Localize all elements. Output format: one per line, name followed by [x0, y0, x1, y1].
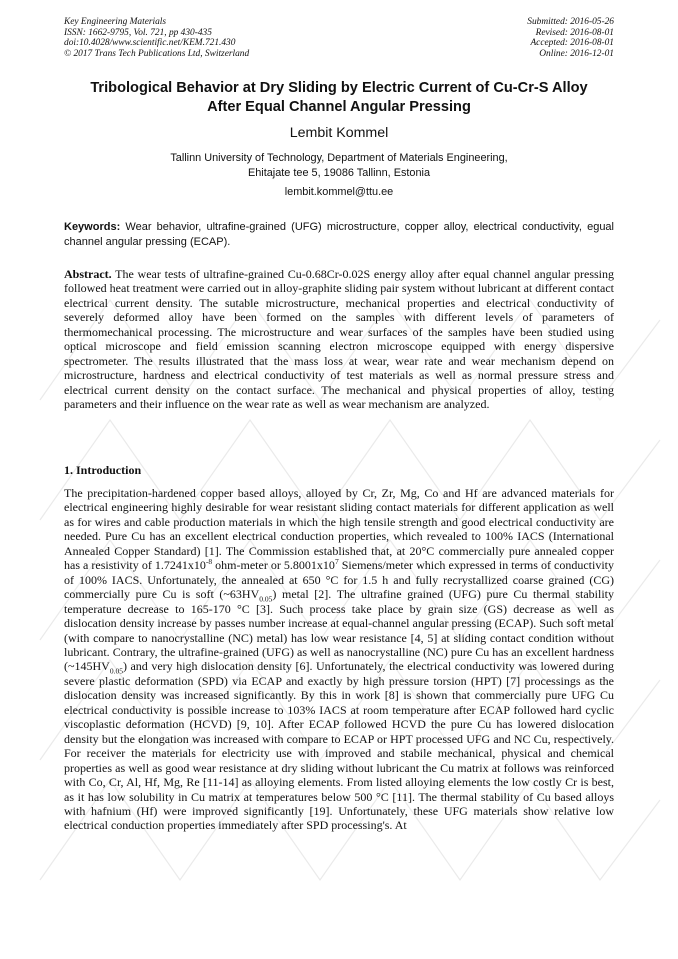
paper-title — [50, 79, 628, 117]
intro-text-4: ) metal [2]. The ultrafine grained (UFG) pure Cu thermal stability temperature decrease to 165-170 °C [3]. Such process take place by grain size (GS) decrease as well as dislocation density increase by passes number increase at equal-channel angular pressing (ECAP). Such soft metal (with compare to nanocrystalline (NC) metal) has low wear resistance [4, 5] at sliding contact condition without lubricant. Contrary, the ultrafine-grained (UFG) as well as nanocrystalline (NC) pure Cu has an excellent hardness (~145HV — [64, 587, 615, 674]
affiliation-line-1: Tallinn University of Technology, Department of Materials Engineering, — [170, 152, 508, 164]
date-submitted: Submitted: 2016-05-26 — [527, 17, 614, 27]
journal-issn: ISSN: 1662-9795, Vol. 721, pp 430-435 — [64, 27, 212, 38]
journal-copyright: © 2017 Trans Tech Publications Ltd, Switzerland — [64, 48, 250, 59]
intro-sub-2: 0.05 — [109, 666, 123, 676]
intro-sup-1: -8 — [205, 557, 213, 567]
intro-text-2: ohm-meter or 5.8001x10 — [212, 558, 335, 573]
intro-text-1: The precipitation-hardened copper based alloys, alloyed by Cr, Zr, Mg, Co and Hf are advanced materials for electrical engineering highly desirable for wear resistant sliding contact materials for different application as well as for wires and cable production materials in which the high tensile strength and good electrical conductivity are needed. Pure Cu has an excellent electrical conduction properties, which revealed to 100% IACS (International Annealed Copper Standard) [1]. The Commission established that, at 20°C commercially pure annealed copper has a resistivity of 1.7241x10 — [64, 486, 614, 573]
submission-dates — [527, 17, 614, 59]
introduction-paragraph — [64, 486, 614, 833]
intro-sub-1: 0.05 — [259, 594, 273, 604]
keywords — [64, 220, 614, 249]
author-name: Lembit Kommel — [289, 125, 389, 141]
affiliation-line-2: Ehitajate tee 5, 19086 Tallinn, Estonia — [247, 166, 431, 179]
intro-sup-2: 7 — [334, 557, 339, 567]
date-revised: Revised: 2016-08-01 — [535, 27, 614, 38]
journal-doi: doi:10.4028/www.scientific.net/KEM.721.430 — [64, 38, 236, 49]
author-email[interactable]: lembit.kommel@ttu.ee — [284, 186, 394, 198]
keywords-text: Wear behavior, ultrafine-grained (UFG) microstructure, copper alloy, electrical conductivity, egual channel angular pressing (ECAP). — [64, 221, 614, 248]
abstract-label: Abstract. — [64, 267, 112, 281]
journal-name: Key Engineering Materials — [64, 17, 167, 27]
affiliation — [0, 151, 678, 180]
abstract — [64, 267, 614, 412]
title-line-1: Tribological Behavior at Dry Sliding by Electric Current of Cu-Cr-S Alloy — [90, 80, 588, 96]
intro-text-3: Siemens/meter which expressed in terms of conductivity of 100% IACS. Unfortunately, the annealed at 650 °C for 1.5 h and fully recrystallized coarse grained (CG) commercially pure Cu is soft (~63HV — [64, 558, 614, 602]
date-online: Online: 2016-12-01 — [539, 48, 614, 59]
abstract-text: The wear tests of ultrafine-grained Cu-0.68Cr-0.02S energy alloy after equal channel angular pressing followed heat treatment were carried out in alloy-graphite sliding pair system without lubricant at different contact electrical current density. The sutable microstructure, mechanical properties and electrical conductivity of severely deformed alloy have been formed on the samples with different levels of parameters of thermomechanical processing. The microstructure and wear surfaces of the samples have been studied using optical microscope and field emission scanning electron microscope equipped with energy dispersive spectrometer. The results illustrated that the mass loss at wear, wear rate and wear mechanism depend on microstructure, hardness and electrical conductivity of test materials as well as normal pressure stress and electrical current density on the contact surface. The mechanical and physical properties of alloy, testing parameters and their influence on the wear rate as well as wear mechanism are analyzed. — [64, 267, 614, 412]
title-line-2: After Equal Channel Angular Pressing — [207, 99, 471, 115]
journal-info — [64, 17, 249, 59]
section-heading-introduction: 1. Introduction — [64, 463, 142, 477]
intro-text-5: ) and very high dislocation density [6]. Unfortunately, the electrical conductivity was lowered during severe plastic deformation (SPD) via ECAP and exactly by high pressure torsion (HPT) [7] processings as the dislocation density was increased significantly. By this in work [8] is shown that commercially pure UFG Cu electrical conductivity is possible increase to 103% IACS at room temperature after ECAP followed hard cyclic viscoplastic deformation (HCVD) [9, 10]. After ECAP followed HCVD the pure Cu has lowered dislocation density but the elongation was increased with compare to ECAP or HPT processed UFG and NC Cu, respectively. For receiver the materials for electricity use with improved and stabile mechanical, physical and chemical properties as well as good wear resistance at dry sliding without lubricant the Cu matrix at follows was reinforced with Co, Cr, Al, Hf, Mg, Re [11-14] as alloying elements. From listed alloying elements the low costly Cr is best, as it has low solubility in Cu matrix at temperatures below 500 °C [11]. The thermal stability of Cu based alloys with hafnium (Hf) were improved significantly [19]. Unfortunately, these UFG materials show relative low electrical conduction properties immediately after SPD processing's. At — [64, 659, 614, 833]
date-accepted: Accepted: 2016-08-01 — [530, 38, 614, 49]
keywords-label: Keywords: — [64, 221, 121, 233]
